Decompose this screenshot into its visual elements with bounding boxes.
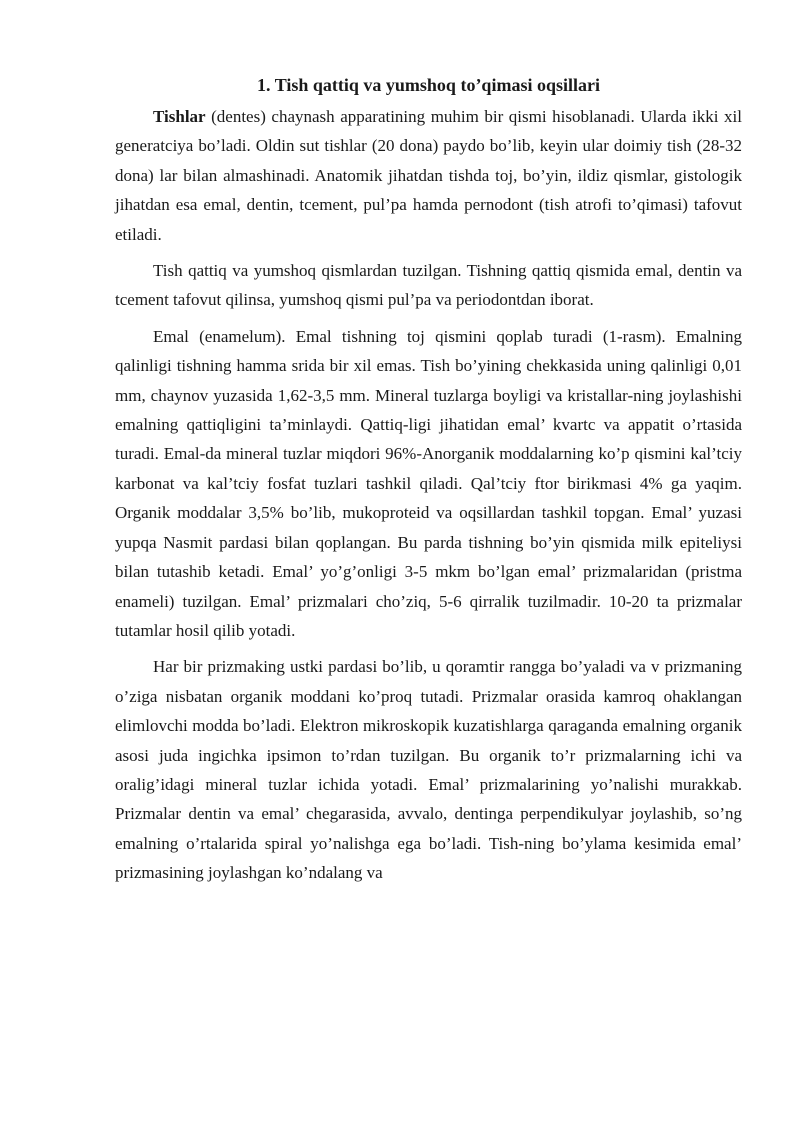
paragraph-enamel <box>115 322 742 645</box>
paragraph-structure <box>115 256 742 315</box>
paragraph-prisms <box>115 652 742 887</box>
paragraph-text: Har bir prizmaking ustki pardasi bo’lib, u qoramtir rangga bo’yaladi va v prizmaning o’ziga nisbatan organik moddani ko’proq tutadi. Prizmalar orasida kamroq ohaklangan elimlovchi modda bo’ladi. Elektron mikroskopik kuzatishlarga qaraganda emalning organik asosi juda ingichka ipsimon to’rdan tuzilgan. Bu organik to’r prizmalarning ichi va oralig’idagi mineral tuzlar ichida yotadi. Emal’ prizmalarining yo’nalishi murakkab. Prizmalar dentin va emal’ chegarasida, avvalo, dentinga perpendikulyar joylashib, so’ng emalning o’rtalarida spiral yo’nalishga ega bo’ladi. Tish-ning bo’ylama kesimida emal’ prizmasining joylashgan ko’ndalang va <box>115 657 742 883</box>
paragraph-text: (dentes) chaynash apparatining muhim bir qismi hisoblanadi. Ularda ikki xil generatciya bo’ladi. Oldin sut tishlar (20 dona) paydo bo’lib, keyin ular doimiy tish (28-32 dona) lar bilan almashinadi. Anatomik jihatdan tishda toj, bo’yin, ildiz qismlar, gistologik jihatdan esa emal, dentin, tcement, pul’pa hamda pernodont (tish atrofi to’qimasi) tafovut etiladi. <box>115 107 742 244</box>
paragraph-text: Tish qattiq va yumshoq qismlardan tuzilgan. Tishning qattiq qismida emal, dentin va tcement tafovut qilinsa, yumshoq qismi pul’pa va periodontdan iborat. <box>115 261 742 310</box>
paragraph-lead-term: Tishlar <box>153 107 206 126</box>
paragraph-tishlar <box>115 102 742 249</box>
paragraph-text: Emal (enamelum). Emal tishning toj qismini qoplab turadi (1-rasm). Emalning qalinligi tishning hamma srida bir xil emas. Tish bo’yining chekkasida uning qalinligi 0,01 mm, chaynov yuzasida 1,62-3,5 mm. Mineral tuzlarga boyligi va kristallar-ning joylashishi emalning qattiqligini ta’minlaydi. Qattiq-ligi jihatidan emal’ kvartc va appatit o’rtasida turadi. Emal-da mineral tuzlar miqdori 96%-Anorganik moddalarning ko’p qismini kal’tciy karbonat va kal’tciy fosfat tuzlari tashkil qiladi. Qal’tciy ftor birikmasi 4% ga yaqim. Organik moddalar 3,5% bo’lib, mukoproteid va oqsillardan tashkil topgan. Emal’ yuzasi yupqa Nasmit pardasi bilan qoplangan. Bu parda tishning bo’yin qismida milk epiteliysi bilan tutashib ketadi. Emal’ yo’g’onligi 3-5 mkm bo’lgan emal’ prizmalaridan (pristma enameli) tuzilgan. Emal’ prizmalari cho’ziq, 5-6 qirralik tuzilmadir. 10-20 ta prizmalar tutamlar hosil qilib yotadi. <box>115 326 742 640</box>
section-title: 1. Tish qattiq va yumshoq to’qimasi oqsillari <box>257 75 600 95</box>
